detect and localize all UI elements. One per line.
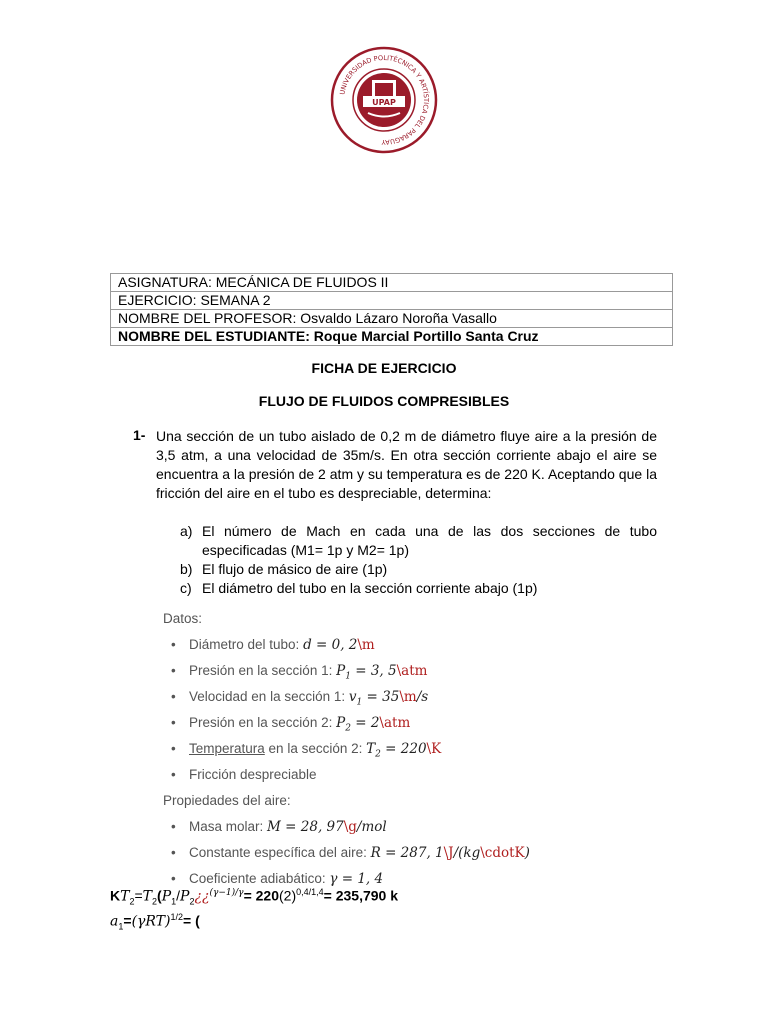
- data-item-pressure-2: • Presión en la sección 2: $P_2$ = 2\atm: [163, 710, 643, 736]
- data-item-diameter: • Diámetro del tubo: d = 0, 2\m: [163, 632, 643, 658]
- formula-temperature: $KT_2=T_2(P_1/P_2¿¿^{(\gamma-1)/\gamma}= 220(2)^{0,4/1,4}= 235,790$ k: [110, 887, 399, 907]
- part-text: El diámetro del tubo en la sección corriente abajo (1p): [202, 580, 538, 596]
- formula-sound-speed: $a_1=(\gamma RT)^{1/2}=$ (: [110, 912, 200, 932]
- professor-cell: NOMBRE DEL PROFESOR: Osvaldo Lázaro Noroña Vasallo: [111, 310, 673, 328]
- part-label: c): [180, 580, 192, 596]
- data-item-temperature-2: • Temperatura en la sección 2: $T_2$ = 220\K: [163, 736, 643, 762]
- property-gas-constant: • Constante específica del aire: R = 287, 1\J/(kg\cdotK): [163, 840, 643, 866]
- part-label: b): [180, 561, 193, 577]
- property-molar-mass: • Masa molar: M = 28, 97\g/mol: [163, 814, 643, 840]
- question-parts: [180, 522, 657, 598]
- data-item-pressure-1: • Presión en la sección 1: $P_1 = 3$, 5\atm: [163, 658, 643, 684]
- subject-cell: ASIGNATURA: MECÁNICA DE FLUIDOS II: [111, 274, 673, 292]
- data-title: Datos:: [163, 611, 203, 626]
- question-text: Una sección de un tubo aislado de 0,2 m de diámetro fluye aire a la presión de 3,5 atm, a una velocidad de 35m/s. En otra sección corriente abajo el aire se encuentra a la presión de 2 atm y su temperatura es de 220 K. Aceptando que la fricción del aire en el tubo es despreciable, determina:: [156, 428, 657, 501]
- data-item-friction: • Fricción despreciable: [163, 762, 643, 788]
- part-text: El flujo de másico de aire (1p): [202, 561, 388, 577]
- question-part: [180, 522, 657, 560]
- question-number: 1-: [133, 427, 146, 443]
- part-label: a): [180, 523, 193, 539]
- info-table: [110, 273, 673, 346]
- data-item-velocity-1: • Velocidad en la sección 1: $v_1$ = 35\m/s: [163, 684, 643, 710]
- topic-title: FLUJO DE FLUIDOS COMPRESIBLES: [258, 393, 510, 409]
- sheet-title: FICHA DE EJERCICIO: [311, 360, 457, 376]
- part-text: El número de Mach en cada una de las dos secciones de tubo especificadas (M1= 1p y M2= 1p): [202, 523, 657, 558]
- logo-ring-text: UNIVERSIDAD POLITÉCNICA Y ARTÍSTICA DEL PARAGUAY: [338, 53, 431, 147]
- university-logo: [328, 44, 440, 156]
- properties-title: Propiedades del aire:: [163, 793, 291, 808]
- property-adiabatic: • Coeficiente adiabático: γ = 1, 4: [163, 866, 643, 892]
- question-part: [180, 579, 657, 598]
- question-part: [180, 560, 657, 579]
- student-cell: NOMBRE DEL ESTUDIANTE: Roque Marcial Portillo Santa Cruz: [111, 328, 673, 346]
- logo-acronym: UPAP: [372, 98, 396, 107]
- exercise-cell: EJERCICIO: SEMANA 2: [111, 292, 673, 310]
- data-block: [163, 606, 643, 892]
